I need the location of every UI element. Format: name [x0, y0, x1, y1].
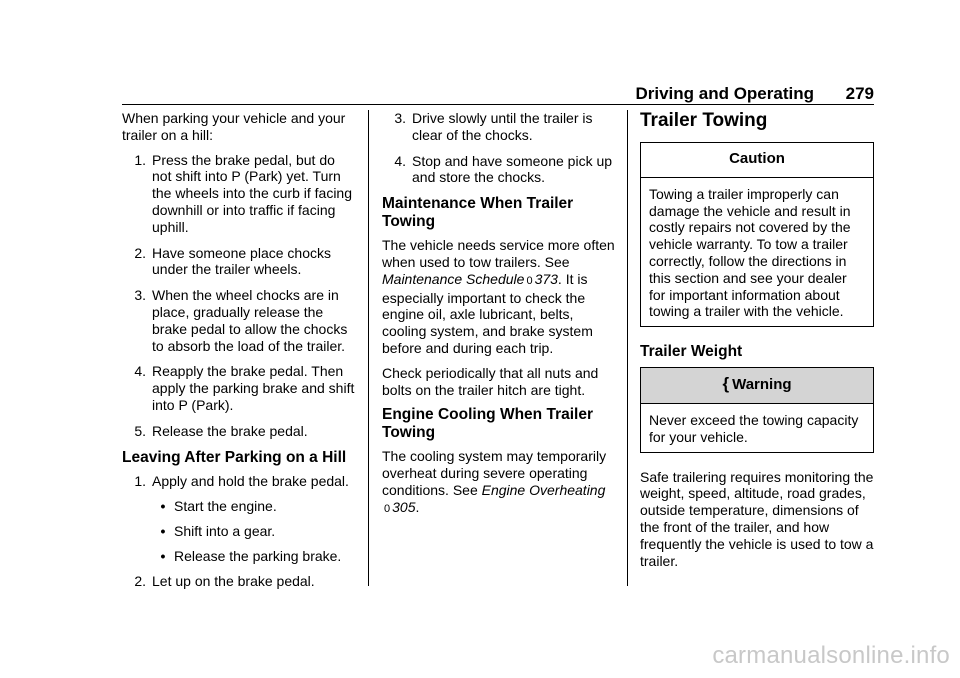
engine-cooling-heading: Engine Cooling When Trailer Towing: [382, 406, 593, 442]
list-item: 5. Release the brake pedal.: [134, 422, 308, 439]
list-item: 1. Press the brake pedal, but do not shift into P (Park) yet. Turn the wheels into the curb if facing downhill or into traffic if facing uphill.: [134, 151, 353, 235]
maintenance-schedule-link[interactable]: Maintenance Schedule: [382, 270, 525, 287]
leaving-hill-heading: Leaving After Parking on a Hill: [122, 448, 347, 466]
list-item: 2. Have someone place chocks under the trailer wheels.: [134, 244, 331, 278]
bullet-icon: •: [160, 498, 166, 515]
caution-box: [640, 142, 874, 327]
trailering-paragraph: Safe trailering requires monitoring the weight, speed, altitude, road grades, outside temperature, dimensions of the front of the trailer, and how frequently the vehicle is used to tow a trailer.: [640, 468, 874, 569]
caution-text: Towing a trailer improperly can damage the vehicle and result in costly repairs not covered by the vehicle warranty. To tow a trailer correctly, follow the directions in this section and see your dealer for important information about towing a trailer with the vehicle.: [649, 185, 851, 320]
warning-header: [641, 368, 873, 404]
warning-label: Warning: [732, 376, 792, 394]
hill-parking-intro: When parking your vehicle and your trailer on a hill:: [122, 110, 346, 143]
engine-overheating-link[interactable]: Engine Overheating: [481, 481, 606, 498]
maintenance-schedule-page-link[interactable]: 373: [534, 270, 558, 287]
page-ref-icon: 0: [384, 502, 391, 515]
bullet-icon: •: [160, 523, 166, 540]
list-item: 2. Let up on the brake pedal.: [134, 572, 315, 589]
list-item: 4. Stop and have someone pick up and store the chocks.: [394, 152, 613, 186]
trailer-weight-heading: Trailer Weight: [640, 343, 743, 361]
bullet-item: • Start the engine.: [122, 498, 358, 515]
hitch-check-paragraph: Check periodically that all nuts and bolts on the trailer hitch are tight.: [382, 364, 599, 398]
page-ref-icon: 0: [526, 274, 533, 287]
maintenance-paragraph: The vehicle needs service more often when used to tow trailers. See Maintenance Schedule 0 373. It is especially important to check the engine oil, axle lubricant, belts, cooling system, and brake system before and during each trip.: [382, 237, 615, 356]
warning-text: Never exceed the towing capacity for your vehicle.: [649, 411, 859, 445]
bullet-item: • Release the parking brake.: [122, 548, 358, 565]
bullet-icon: •: [160, 547, 166, 564]
list-item: 3. Drive slowly until the trailer is clear of the chocks.: [394, 110, 593, 143]
list-item: 3. When the wheel chocks are in place, gradually release the brake pedal to allow the chocks to absorb the load of the trailer.: [134, 287, 348, 354]
hill-parking-steps: [122, 152, 358, 440]
bullet-item: • Shift into a gear.: [122, 523, 358, 540]
engine-overheating-page-link[interactable]: 305: [392, 498, 416, 515]
column-divider-1: [368, 110, 369, 586]
page-number: 279: [845, 84, 874, 103]
warning-icon: {: [722, 374, 730, 394]
warning-box: [640, 367, 874, 452]
column-3: [640, 110, 874, 577]
header-rule: [122, 104, 874, 105]
column-divider-2: [627, 110, 628, 586]
list-item: 1. Apply and hold the brake pedal.: [134, 472, 349, 489]
page-header: [122, 84, 874, 106]
caution-label: Caution: [641, 143, 873, 178]
trailer-towing-title: Trailer Towing: [640, 110, 768, 131]
maintenance-heading: Maintenance When Trailer Towing: [382, 195, 574, 231]
column-2: [382, 110, 616, 526]
engine-cooling-paragraph: The cooling system may temporarily overheat during severe operating conditions. See Engine Overheating 0 305.: [382, 448, 607, 515]
watermark: carmanualsonline.info: [712, 642, 950, 669]
list-item: 4. Reapply the brake pedal. Then apply the parking brake and shift into P (Park).: [134, 363, 355, 413]
column-1: [122, 110, 358, 599]
section-title: Driving and Operating: [635, 84, 814, 103]
